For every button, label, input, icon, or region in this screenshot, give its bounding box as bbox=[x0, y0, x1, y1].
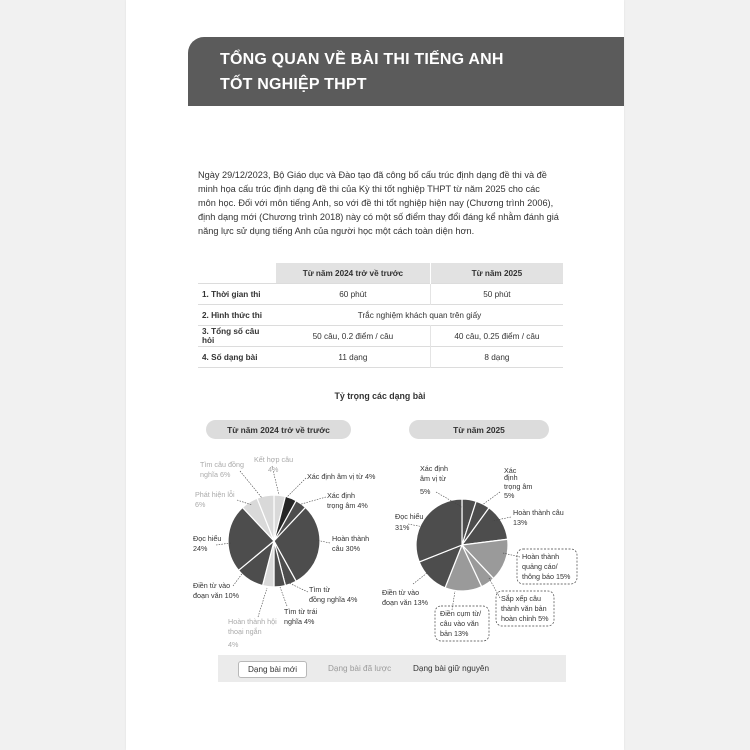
label-trong-am: Xác bbox=[504, 466, 517, 475]
label-trai-nghia: Tìm từ trái bbox=[284, 607, 318, 616]
legend-kept: Dạng bài giữ nguyên bbox=[413, 664, 490, 673]
chart-heading: Tỷ trọng các dạng bài bbox=[334, 391, 426, 401]
leader-line bbox=[280, 587, 287, 606]
label-trong-am-pct: trọng âm 4% bbox=[327, 501, 368, 510]
label-dien-tu-pct: đoạn văn 10% bbox=[193, 591, 239, 600]
row-label: 3. Tổng số câu hỏi bbox=[202, 327, 260, 345]
label-sap-xep-pct: hoàn chỉnh 5% bbox=[501, 614, 549, 623]
label-trai-nghia-pct: nghĩa 4% bbox=[284, 617, 315, 626]
label-hoi-thoai-2: thoại ngắn bbox=[228, 627, 262, 636]
title-line-1: TỔNG QUAN VỀ BÀI THI TIẾNG ANH bbox=[220, 51, 504, 68]
label-hoi-thoai-pct: 4% bbox=[228, 640, 239, 649]
legend-new: Dạng bài mới bbox=[238, 661, 307, 678]
label-dong-nghia-pct: đồng nghĩa 4% bbox=[309, 595, 358, 604]
label-phat-hien-loi: Phát hiện lỗi bbox=[195, 490, 235, 499]
label-cum-tu-pct: bản 13% bbox=[440, 629, 469, 638]
intro-line: năng lực sử dụng tiếng Anh của người học một cách toàn diện hơn. bbox=[198, 226, 475, 236]
label-hoan-thanh-cau: Hoàn thành bbox=[332, 534, 370, 543]
label-trong-am-2: định bbox=[504, 473, 518, 482]
label-phat-hien-loi-pct: 6% bbox=[195, 500, 206, 509]
leader-line bbox=[240, 471, 262, 498]
row-label: 1. Thời gian thi bbox=[202, 289, 261, 299]
cell-new: 50 phút bbox=[483, 289, 511, 299]
intro-line: Ngày 29/12/2023, Bộ Giáo dục và Đào tạo đã công bố cấu trúc định dạng đề thi và đề bbox=[198, 170, 547, 180]
leader-line bbox=[489, 578, 500, 598]
label-sap-xep-2: thành văn bản bbox=[501, 604, 547, 613]
leader-line bbox=[452, 591, 455, 610]
label-quang-cao: Hoàn thành bbox=[522, 552, 560, 561]
row-label: 4. Số dạng bài bbox=[202, 352, 258, 362]
label-doc-hieu-pct: 31% bbox=[395, 523, 410, 532]
cell-new: 8 dạng bbox=[484, 352, 510, 362]
column-header-new: Từ năm 2025 bbox=[430, 263, 563, 284]
legend-omitted: Dạng bài đã lược bbox=[328, 664, 392, 673]
label-am-vi-tu: Xác định âm vị từ 4% bbox=[307, 472, 376, 481]
label-cau-dong-nghia-pct: nghĩa 6% bbox=[200, 470, 231, 479]
label-sap-xep: Sắp xếp câu bbox=[501, 594, 541, 603]
row-label: 2. Hình thức thi bbox=[202, 310, 263, 320]
leader-line bbox=[286, 478, 306, 498]
label-hoi-thoai: Hoàn thành hội bbox=[228, 617, 277, 626]
label-cum-tu-2: câu vào văn bbox=[440, 619, 479, 628]
label-doc-hieu-pct: 24% bbox=[193, 544, 208, 553]
label-am-vi-tu: Xác định bbox=[420, 464, 448, 473]
leader-line bbox=[289, 583, 308, 592]
label-doc-hieu: Đọc hiểu bbox=[193, 534, 222, 543]
label-am-vi-tu-2: âm vị từ bbox=[420, 474, 446, 483]
cell-old: 50 câu, 0.2 điểm / câu bbox=[276, 326, 430, 347]
leader-line bbox=[413, 573, 427, 584]
label-trong-am-3: trọng âm bbox=[504, 482, 533, 491]
title-line-2: TỐT NGHIỆP THPT bbox=[220, 76, 367, 93]
cell-new: 40 câu, 0.25 điểm / câu bbox=[454, 331, 540, 341]
intro-line: minh họa cấu trúc định dạng đề thi của Kỳ thi tốt nghiệp THPT từ năm 2025 cho các bbox=[198, 184, 540, 194]
label-ket-hop-cau-pct: 4% bbox=[268, 465, 279, 474]
intro-line: định dạng mới (Chương trình 2018) này có một số điểm thay đổi đáng kể nhằm đánh giá bbox=[198, 212, 559, 222]
label-quang-cao-pct: thông báo 15% bbox=[522, 572, 571, 581]
label-dien-tu-pct: đoạn văn 13% bbox=[382, 598, 428, 607]
label-ket-hop-cau: Kết hợp câu bbox=[254, 455, 294, 464]
label-trong-am-pct: 5% bbox=[504, 491, 515, 500]
label-hoan-thanh-cau-pct: câu 30% bbox=[332, 544, 360, 553]
legend bbox=[218, 655, 566, 682]
label-cum-tu: Điền cụm từ/ bbox=[440, 609, 482, 618]
pie-title-new: Từ năm 2025 bbox=[409, 420, 549, 439]
leader-line bbox=[298, 497, 326, 505]
label-dien-tu: Điền từ vào bbox=[193, 581, 231, 590]
pie-chart-new bbox=[416, 499, 508, 591]
intro-line: môn học. Đối với môn tiếng Anh, so với đề thi tốt nghiệp hiện nay (Chương trình 2006), bbox=[198, 198, 554, 208]
label-trong-am: Xác định bbox=[327, 491, 355, 500]
label-hoan-thanh-cau: Hoàn thành câu bbox=[513, 508, 564, 517]
label-hoan-thanh-cau-pct: 13% bbox=[513, 518, 528, 527]
cell-old: 60 phút bbox=[276, 284, 430, 305]
cell-both: Trắc nghiệm khách quan trên giấy bbox=[357, 310, 482, 320]
label-quang-cao-2: quảng cáo/ bbox=[522, 562, 558, 571]
label-cau-dong-nghia: Tìm câu đồng bbox=[200, 460, 244, 469]
column-header-old: Từ năm 2024 trở về trước bbox=[276, 263, 430, 284]
leader-line bbox=[258, 588, 267, 617]
label-dong-nghia: Tìm từ bbox=[309, 585, 331, 594]
cell-old: 11 dạng bbox=[276, 347, 430, 368]
pie-chart-old bbox=[228, 495, 320, 587]
label-doc-hieu: Đọc hiểu bbox=[395, 512, 424, 521]
label-dien-tu: Điền từ vào bbox=[382, 588, 420, 597]
pie-title-old: Từ năm 2024 trở về trước bbox=[206, 420, 351, 439]
label-am-vi-tu-pct: 5% bbox=[420, 487, 431, 496]
